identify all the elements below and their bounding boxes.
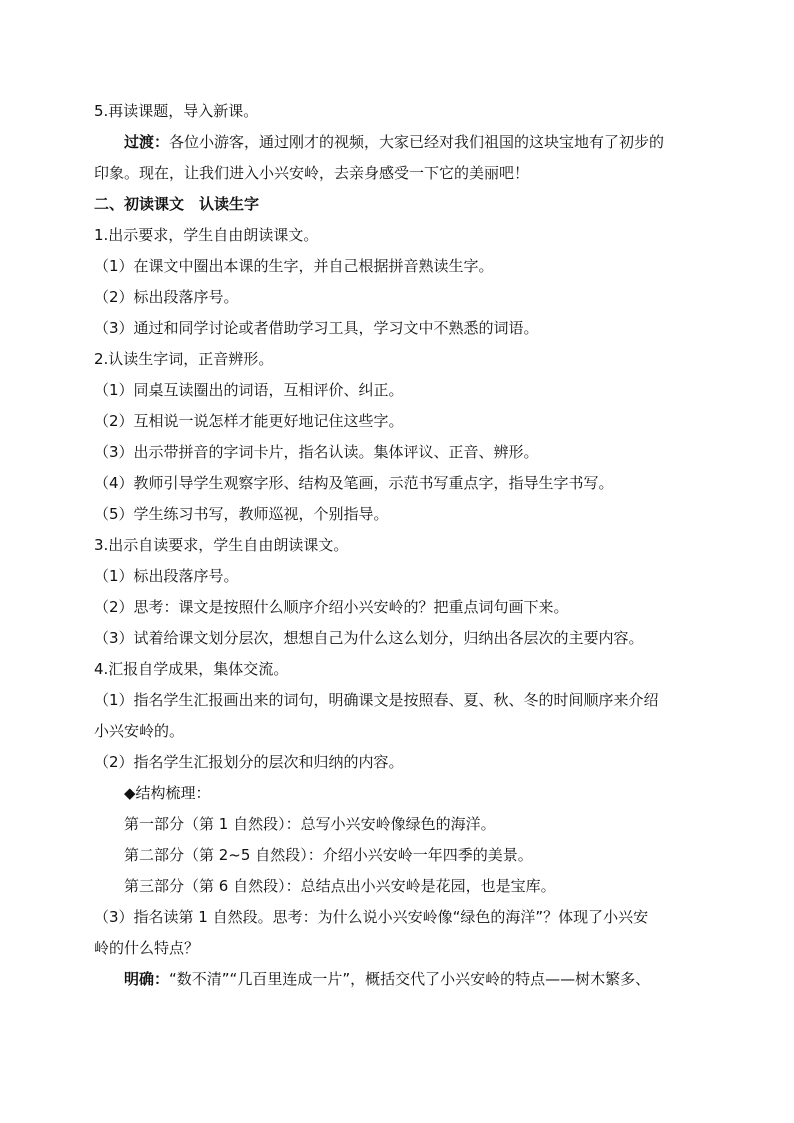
text: （3）出示带拼音的字词卡片，指名认读。集体评议、正音、辨形。 <box>94 443 539 461</box>
text: 各位小游客，通过刚才的视频，大家已经对我们祖国的这块宝地有了初步的 <box>169 133 665 151</box>
text: （2）标出段落序号。 <box>94 288 239 306</box>
list-item <box>94 251 706 282</box>
transition-paragraph-cont <box>94 158 706 189</box>
list-item <box>94 437 706 468</box>
list-item-cont <box>94 933 706 964</box>
document-body <box>94 96 706 995</box>
text: 印象。现在，让我们进入小兴安岭，去亲身感受一下它的美丽吧！ <box>94 164 530 182</box>
text: 5.再读课题，导入新课。 <box>94 102 259 120</box>
text: （4）教师引导学生观察字形、结构及笔画，示范书写重点字，指导生字书写。 <box>94 474 614 492</box>
list-item <box>94 282 706 313</box>
step-2-line <box>94 344 706 375</box>
text: （1）在课文中圈出本课的生字，并自己根据拼音熟读生字。 <box>94 257 494 275</box>
list-item <box>94 685 706 716</box>
transition-label: 过渡： <box>124 133 170 151</box>
list-item <box>94 499 706 530</box>
list-item <box>94 747 706 778</box>
list-item <box>94 902 706 933</box>
step-1-line <box>94 220 706 251</box>
step-5-line <box>94 96 706 127</box>
text: 3.出示自读要求，学生自由朗读课文。 <box>94 536 349 554</box>
text: （2）思考：课文是按照什么顺序介绍小兴安岭的？把重点词句画下来。 <box>94 598 569 616</box>
text: （1）同桌互读圈出的词语，互相评价、纠正。 <box>94 381 404 399</box>
text: 4.汇报自学成果，集体交流。 <box>94 660 289 678</box>
list-item <box>94 592 706 623</box>
text: （3）试着给课文划分层次，想想自己为什么这么划分，归纳出各层次的主要内容。 <box>94 629 644 647</box>
list-item <box>94 375 706 406</box>
structure-heading <box>94 778 706 809</box>
list-item <box>94 468 706 499</box>
text: （5）学生练习书写，教师巡视，个别指导。 <box>94 505 389 523</box>
text: （2）指名学生汇报划分的层次和归纳的内容。 <box>94 753 404 771</box>
transition-paragraph <box>94 127 706 158</box>
text: 第二部分（第 2~5 自然段）：介绍小兴安岭一年四季的美景。 <box>124 846 533 864</box>
text: 2.认读生字词，正音辨形。 <box>94 350 274 368</box>
structure-part <box>94 809 706 840</box>
list-item <box>94 406 706 437</box>
clarify-label: 明确： <box>124 970 170 988</box>
text: “数不清”“几百里连成一片”，概括交代了小兴安岭的特点——树木繁多、 <box>169 970 651 988</box>
text: （3）指名读第 1 自然段。思考：为什么说小兴安岭像“绿色的海洋”？体现了小兴安 <box>94 908 649 926</box>
structure-part <box>94 840 706 871</box>
list-item <box>94 561 706 592</box>
text: （1）标出段落序号。 <box>94 567 239 585</box>
list-item-cont <box>94 716 706 747</box>
text: 小兴安岭的。 <box>94 722 185 740</box>
structure-part <box>94 871 706 902</box>
text: 二、初读课文 认读生字 <box>94 195 260 213</box>
text: 第一部分（第 1 自然段）：总写小兴安岭像绿色的海洋。 <box>124 815 496 833</box>
list-item <box>94 623 706 654</box>
step-3-line <box>94 530 706 561</box>
list-item <box>94 313 706 344</box>
text: ◆结构梳理： <box>124 784 211 802</box>
text: 1.出示要求，学生自由朗读课文。 <box>94 226 319 244</box>
clarify-paragraph <box>94 964 706 995</box>
text: （3）通过和同学讨论或者借助学习工具，学习文中不熟悉的词语。 <box>94 319 539 337</box>
section-heading <box>94 189 706 220</box>
text: （2）互相说一说怎样才能更好地记住这些字。 <box>94 412 404 430</box>
step-4-line <box>94 654 706 685</box>
text: 第三部分（第 6 自然段）：总结点出小兴安岭是花园，也是宝库。 <box>124 877 556 895</box>
text: （1）指名学生汇报画出来的词句，明确课文是按照春、夏、秋、冬的时间顺序来介绍 <box>94 691 659 709</box>
text: 岭的什么特点？ <box>94 939 200 957</box>
